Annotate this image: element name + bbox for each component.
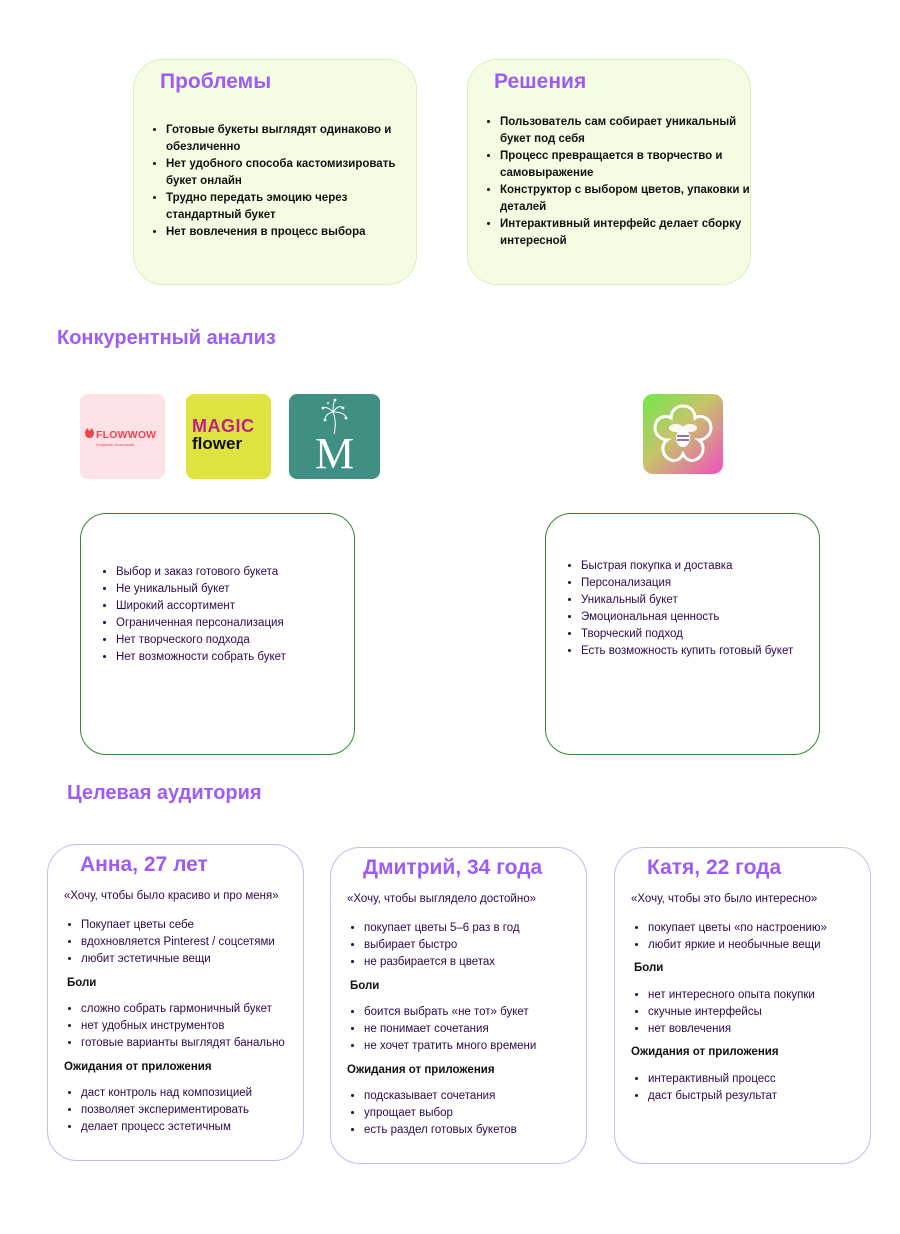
flowwow-logo bbox=[80, 394, 165, 479]
competitors-list bbox=[98, 564, 356, 666]
list-item: • делает процесс эстетичным bbox=[81, 1119, 252, 1136]
list-item: • боится выбрать «не тот» букет bbox=[364, 1004, 536, 1021]
solutions-list bbox=[480, 114, 762, 250]
list-item: • есть раздел готовых букетов bbox=[364, 1122, 517, 1139]
persona-pains bbox=[346, 1004, 536, 1055]
flowwow-tagline: Открытки Анастасия bbox=[96, 442, 135, 447]
persona-facts bbox=[630, 920, 827, 954]
list-item: • подсказывает сочетания bbox=[364, 1088, 517, 1105]
m-flowers-logo bbox=[289, 394, 380, 479]
persona-card-katya bbox=[614, 847, 871, 1164]
list-item: • Нет удобного способа кастомизировать букет онлайн bbox=[166, 156, 416, 190]
competitors-card bbox=[80, 513, 355, 755]
magic-flower-line2: flower bbox=[192, 434, 243, 453]
persona-facts bbox=[346, 920, 520, 971]
list-item: • Нет вовлечения в процесс выбора bbox=[166, 224, 416, 241]
pains-label: Боли bbox=[634, 962, 664, 974]
list-item: • сложно собрать гармоничный букет bbox=[81, 1001, 285, 1018]
persona-quote: «Хочу, чтобы это было интересно» bbox=[631, 893, 818, 905]
list-item: • Процесс превращается в творчество и самовыражение bbox=[500, 148, 762, 182]
list-item: • нет удобных инструментов bbox=[81, 1018, 285, 1035]
list-item: • Интерактивный интерфейс делает сборку интересной bbox=[500, 216, 762, 250]
list-item: • Есть возможность купить готовый букет bbox=[581, 643, 831, 660]
list-item: • Готовые букеты выглядят одинаково и обезличенно bbox=[166, 122, 416, 156]
persona-name: Дмитрий, 34 года bbox=[363, 856, 543, 879]
app-logo bbox=[643, 394, 723, 474]
persona-expectations bbox=[63, 1085, 252, 1136]
list-item: • Пользователь сам собирает уникальный букет под себя bbox=[500, 114, 762, 148]
persona-quote: «Хочу, чтобы выглядело достойно» bbox=[347, 893, 536, 905]
list-item: • Ограниченная персонализация bbox=[116, 615, 356, 632]
problems-title: Проблемы bbox=[160, 70, 272, 93]
list-item: • нет вовлечения bbox=[648, 1021, 815, 1038]
list-item: • готовые варианты выглядят банально bbox=[81, 1035, 285, 1052]
list-item: • покупает цветы «по настроению» bbox=[648, 920, 827, 937]
list-item: • даст быстрый результат bbox=[648, 1088, 777, 1105]
competitive-title: Конкурентный анализ bbox=[57, 327, 276, 349]
m-letter: M bbox=[314, 429, 355, 478]
list-item: • Творческий подход bbox=[581, 626, 831, 643]
bee-flower-icon bbox=[643, 394, 723, 474]
expectations-label: Ожидания от приложения bbox=[631, 1046, 779, 1058]
expectations-label: Ожидания от приложения bbox=[347, 1064, 495, 1076]
list-item: • Нет творческого подхода bbox=[116, 632, 356, 649]
list-item: • Конструктор с выбором цветов, упаковки и деталей bbox=[500, 182, 762, 216]
list-item: • даст контроль над композицией bbox=[81, 1085, 252, 1102]
solutions-title: Решения bbox=[494, 70, 587, 93]
list-item: • Трудно передать эмоцию через стандартный букет bbox=[166, 190, 416, 224]
persona-pains bbox=[630, 987, 815, 1038]
list-item: • Широкий ассортимент bbox=[116, 598, 356, 615]
persona-name: Анна, 27 лет bbox=[80, 853, 208, 876]
list-item: • Нет возможности собрать букет bbox=[116, 649, 356, 666]
persona-expectations bbox=[630, 1071, 777, 1105]
list-item: • не понимает сочетания bbox=[364, 1021, 536, 1038]
list-item: • не разбирается в цветах bbox=[364, 954, 520, 971]
persona-card-dmitry bbox=[330, 847, 587, 1164]
our-advantages-card bbox=[545, 513, 820, 755]
list-item: • позволяет экспериментировать bbox=[81, 1102, 252, 1119]
problems-card bbox=[133, 59, 417, 285]
list-item: • интерактивный процесс bbox=[648, 1071, 777, 1088]
pains-label: Боли bbox=[350, 980, 380, 992]
list-item: • не хочет тратить много времени bbox=[364, 1038, 536, 1055]
persona-expectations bbox=[346, 1088, 517, 1139]
list-item: • Не уникальный букет bbox=[116, 581, 356, 598]
magic-flower-line1: MAGIC bbox=[192, 416, 255, 436]
magic-flower-logo bbox=[186, 394, 271, 479]
list-item: • Эмоциональная ценность bbox=[581, 609, 831, 626]
persona-pains bbox=[63, 1001, 285, 1052]
list-item: • Уникальный букет bbox=[581, 592, 831, 609]
list-item: • любит яркие и необычные вещи bbox=[648, 937, 827, 954]
list-item: • Быстрая покупка и доставка bbox=[581, 558, 831, 575]
audience-title: Целевая аудитория bbox=[67, 782, 262, 804]
list-item: • вдохновляется Pinterest / соцсетями bbox=[81, 934, 275, 951]
persona-card-anna bbox=[47, 844, 304, 1161]
persona-name: Катя, 22 года bbox=[647, 856, 782, 879]
our-advantages-list bbox=[563, 558, 831, 660]
solutions-card bbox=[467, 59, 751, 285]
list-item: • покупает цветы 5–6 раз в год bbox=[364, 920, 520, 937]
list-item: • нет интересного опыта покупки bbox=[648, 987, 815, 1004]
list-item: • любит эстетичные вещи bbox=[81, 951, 275, 968]
problems-list bbox=[146, 122, 416, 241]
flowwow-name: FLOWWOW bbox=[96, 429, 157, 441]
pains-label: Боли bbox=[67, 977, 97, 989]
list-item: • Покупает цветы себе bbox=[81, 917, 275, 934]
persona-quote: «Хочу, чтобы было красиво и про меня» bbox=[64, 890, 279, 902]
list-item: • скучные интерфейсы bbox=[648, 1004, 815, 1021]
list-item: • Персонализация bbox=[581, 575, 831, 592]
persona-facts bbox=[63, 917, 275, 968]
list-item: • упрощает выбор bbox=[364, 1105, 517, 1122]
list-item: • выбирает быстро bbox=[364, 937, 520, 954]
expectations-label: Ожидания от приложения bbox=[64, 1061, 212, 1073]
list-item: • Выбор и заказ готового букета bbox=[116, 564, 356, 581]
